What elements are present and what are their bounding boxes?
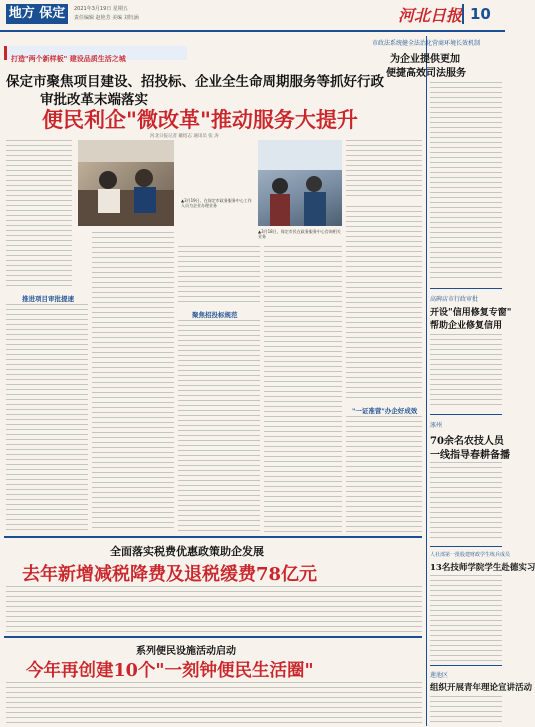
story1-title-1: 为企业提供更加 [390,54,460,65]
lead-kicker: 保定市聚焦项目建设、招投标、企业全生命周期服务等抓好行政 [6,74,384,90]
article-text-block [346,416,422,532]
article-text-block [430,334,502,408]
section-divider [4,636,422,638]
photo-service-center [78,140,174,226]
article-text-block [6,304,88,532]
photo-caption-1: ▲3月19日，在保定市政务服务中心工作人员为企业办理业务 [181,198,252,208]
story1-title-2: 便捷高效司法服务 [386,68,466,79]
article-text-block [264,246,342,532]
editor-line: 责任编辑 赵艳芳 美编 刘钰涵 [74,15,139,21]
lead-byline: 河北日报记者 戴绍志 通讯员 张 涛 [150,134,219,139]
lead-title: 便民利企"微改革"推动服务大提升 [42,107,358,132]
article-text-block [6,586,422,632]
section-label: 地方 保定 [6,4,68,24]
photo-service-center-image [78,140,174,226]
photo-citizens [258,140,342,226]
subhead-project: 推进项目审批提速 [22,295,74,303]
column-banner-label: 打造"两个新样板" 建设品质生活之城 [11,55,126,63]
column-banner [4,46,187,63]
subhead-license: "一证准营"办企好成效 [352,407,418,415]
article-text-block [346,140,422,200]
column-divider [426,36,427,726]
story-divider [430,288,502,289]
section-divider [4,536,422,538]
story2-kicker: 高碑店市行政审批 [430,296,479,303]
bottom1-kicker: 全面落实税费优惠政策助企发展 [110,545,264,558]
article-text-block [430,696,502,724]
story3-kicker: 涿州 [430,422,443,429]
article-text-block [430,82,502,282]
page-number: 10 [462,4,504,24]
story4-kicker: 人社部第一批股建财政学生练兵成员 [430,552,511,558]
story5-title: 组织开展青年理论宣讲活动 [430,683,533,693]
story4-title: 13名技师学院学生赴德实习 [430,563,535,573]
article-text-block [346,282,422,402]
story-divider [430,546,502,547]
story-divider [430,665,502,666]
article-text-block [430,462,502,542]
story2-title-1: 开设"信用修复专窗" [430,308,512,318]
story3-title-2: 一线指导春耕备播 [430,450,510,461]
bottom2-kicker: 系列便民设施活动启动 [136,646,236,657]
story3-title-1: 70余名农技人员 [430,436,504,447]
newspaper-logo: 河北日报 [398,6,463,25]
story1-kicker: 市政法系统健全法治化营商环境长效机制 [372,40,481,47]
article-text-block [6,682,422,725]
issue-date: 2021年3月19日 星期五 [74,6,128,12]
article-text-block [430,575,502,661]
bottom1-title: 去年新增减税降费及退税缓费78亿元 [22,564,318,585]
lead-kicker-2: 审批改革末端落实 [40,92,148,108]
article-text-block [346,206,422,278]
article-text-block [6,140,72,290]
story2-title-2: 帮助企业修复信用 [430,321,503,331]
story-divider [430,414,502,415]
article-text-block [178,320,260,532]
article-text-block [92,232,174,532]
subhead-bidding: 聚焦招投标规范 [192,311,238,319]
photo-caption-2: ▲3月18日，保定市民在政务服务中心咨询相关业务 [258,229,341,239]
bottom2-title: 今年再创建10个"一刻钟便民生活圈" [26,661,314,681]
photo-citizens-image [258,140,342,226]
article-text-block [178,246,260,306]
story5-kicker: 莲池区 [430,672,449,679]
